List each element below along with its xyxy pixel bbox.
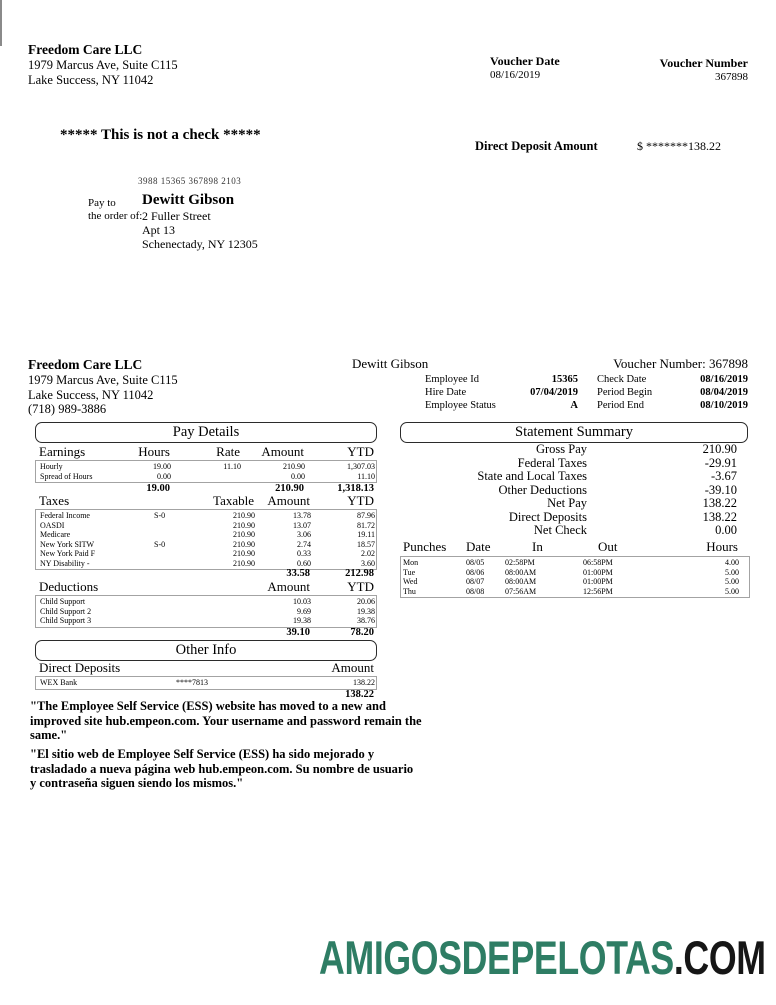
cell: 210.90 bbox=[233, 539, 255, 549]
punches-table bbox=[400, 556, 750, 598]
employee-info-column-1 bbox=[425, 373, 578, 412]
voucher-number-block bbox=[660, 56, 748, 83]
stub-voucher-number: Voucher Number: 367898 bbox=[613, 356, 748, 371]
taxes-total-ytd: 212.98 bbox=[345, 568, 374, 579]
logo-text-main: AMIGOSDEPELOTAS bbox=[319, 931, 675, 984]
earnings-total-hours: 19.00 bbox=[146, 483, 170, 494]
ess-notice-english: "The Employee Self Service (ESS) website has moved to a new and improved site hub.empeon.com. Your username and password remain the same." bbox=[30, 699, 422, 742]
col-header: In bbox=[532, 539, 543, 554]
summary-label: Net Check bbox=[533, 523, 587, 537]
cell bbox=[146, 559, 184, 569]
not-a-check-text: ***** This is not a check ***** bbox=[60, 127, 261, 143]
col-header: Direct Deposits bbox=[39, 660, 121, 675]
earnings-header-row bbox=[35, 445, 377, 459]
summary-row bbox=[400, 443, 748, 457]
cell bbox=[146, 549, 184, 559]
company-name: Freedom Care LLC bbox=[28, 42, 143, 57]
punches-header-row bbox=[403, 540, 741, 554]
info-label: Hire Date bbox=[425, 387, 467, 398]
summary-value: 138.22 bbox=[702, 496, 737, 510]
deductions-total-ytd: 78.20 bbox=[350, 627, 374, 638]
info-value: 08/16/2019 bbox=[700, 374, 748, 385]
site-watermark-logo bbox=[319, 930, 766, 985]
scan-artifact-line bbox=[0, 0, 2, 46]
earnings-total-amount: 210.90 bbox=[275, 483, 304, 494]
summary-row bbox=[400, 457, 748, 471]
cell: 10.03 bbox=[293, 597, 311, 606]
summary-value: 138.22 bbox=[702, 509, 737, 524]
cell: 18.57 bbox=[357, 539, 375, 549]
cell: 2.02 bbox=[361, 549, 375, 558]
col-header: Out bbox=[598, 539, 618, 554]
table-row bbox=[36, 472, 376, 482]
cell: New York Paid F bbox=[40, 549, 96, 558]
cell bbox=[175, 661, 295, 675]
info-value: 08/10/2019 bbox=[700, 400, 748, 411]
cell bbox=[146, 530, 184, 540]
employee-name: Dewitt Gibson bbox=[352, 356, 429, 371]
cell: 38.76 bbox=[357, 616, 375, 625]
pay-to-label bbox=[88, 197, 142, 222]
stub-company-name: Freedom Care LLC bbox=[28, 357, 143, 372]
cell bbox=[146, 521, 184, 531]
cell: 210.90 bbox=[233, 549, 255, 558]
deductions-header-row bbox=[35, 580, 377, 594]
summary-label: Direct Deposits bbox=[508, 509, 587, 524]
taxes-table bbox=[35, 509, 377, 570]
direct-deposits-table bbox=[35, 676, 377, 690]
col-header: Deductions bbox=[39, 579, 99, 594]
table-row bbox=[403, 568, 747, 578]
cell: 06:58PM bbox=[583, 558, 613, 567]
table-row bbox=[403, 587, 747, 597]
cell: 210.90 bbox=[233, 511, 255, 520]
statement-summary-header: Statement Summary bbox=[400, 422, 748, 443]
statement-summary-list bbox=[400, 443, 748, 538]
deposit-amount: 138.22 bbox=[353, 678, 375, 687]
table-row bbox=[36, 549, 376, 559]
stub-company-address2: Lake Success, NY 11042 bbox=[28, 387, 154, 402]
cell: Child Support bbox=[40, 597, 86, 606]
col-header: Amount bbox=[331, 660, 374, 675]
taxes-header-row bbox=[35, 494, 377, 508]
cell: NY Disability - bbox=[40, 558, 90, 568]
table-row bbox=[36, 521, 376, 531]
cell: 01:00PM bbox=[583, 567, 613, 577]
col-header: Taxes bbox=[39, 493, 70, 508]
summary-row bbox=[400, 511, 748, 525]
cell: 07:56AM bbox=[505, 586, 537, 596]
stub-company-address1: 1979 Marcus Ave, Suite C115 bbox=[28, 373, 178, 387]
cell: 3.06 bbox=[297, 530, 311, 539]
cell: 08/05 bbox=[466, 558, 485, 567]
cell: 12:56PM bbox=[583, 586, 613, 596]
info-label: Employee Status bbox=[425, 400, 496, 411]
summary-label: Federal Taxes bbox=[517, 455, 587, 470]
cell: Spread of Hours bbox=[40, 471, 93, 481]
direct-deposit-amount-label: Direct Deposit Amount bbox=[475, 139, 598, 153]
col-header: Hours bbox=[138, 444, 170, 459]
stub-company-block bbox=[28, 357, 178, 417]
payee-address-line3: Schenectady, NY 12305 bbox=[142, 237, 258, 251]
cell: 2.74 bbox=[297, 539, 311, 549]
cell: 1,307.03 bbox=[347, 462, 375, 471]
pay-to-line2: the order of: bbox=[88, 209, 143, 222]
pay-details-header: Pay Details bbox=[35, 422, 377, 443]
voucher-number-value: 367898 bbox=[715, 71, 748, 83]
cell: S-0 bbox=[154, 511, 166, 520]
payee-block bbox=[142, 192, 258, 251]
check-reference-numbers: 3988 15365 367898 2103 bbox=[138, 176, 242, 186]
cell: Wed bbox=[403, 577, 418, 586]
account-number-masked: ****7813 bbox=[176, 678, 208, 687]
cell: 210.90 bbox=[283, 462, 305, 471]
table-row bbox=[36, 462, 376, 472]
voucher-date-block bbox=[490, 54, 560, 81]
info-value: 08/04/2019 bbox=[700, 387, 748, 398]
summary-row bbox=[400, 524, 748, 538]
cell bbox=[174, 472, 244, 482]
cell: 13.07 bbox=[293, 520, 311, 530]
summary-value: -29.91 bbox=[704, 455, 737, 470]
info-value: 15365 bbox=[551, 374, 578, 385]
cell: 19.38 bbox=[357, 606, 375, 616]
table-row bbox=[36, 511, 376, 521]
info-label: Period End bbox=[597, 400, 644, 411]
voucher-number-label: Voucher Number bbox=[659, 56, 748, 70]
cell: 01:00PM bbox=[583, 577, 613, 586]
cell: 3.60 bbox=[361, 558, 375, 568]
col-header: Date bbox=[466, 539, 491, 554]
col-header: YTD bbox=[347, 579, 374, 594]
cell: 81.72 bbox=[357, 520, 375, 530]
cell: 87.96 bbox=[357, 511, 375, 520]
table-row bbox=[36, 607, 376, 617]
direct-deposit-amount-value: $ *******138.22 bbox=[637, 139, 721, 153]
cell: Hourly bbox=[40, 462, 63, 471]
info-value: 07/04/2019 bbox=[530, 387, 578, 398]
earnings-table bbox=[35, 460, 377, 483]
table-row bbox=[36, 559, 376, 569]
table-row bbox=[36, 678, 376, 688]
summary-value: -3.67 bbox=[710, 469, 737, 483]
col-header: Earnings bbox=[39, 444, 86, 459]
cell: 08:00AM bbox=[505, 567, 537, 577]
col-header: Taxable bbox=[213, 493, 254, 508]
cell bbox=[35, 627, 235, 639]
cell: 5.00 bbox=[725, 567, 739, 577]
cell: Thu bbox=[403, 586, 416, 596]
info-row bbox=[425, 399, 578, 412]
bank-name: WEX Bank bbox=[40, 678, 78, 687]
info-label: Check Date bbox=[597, 374, 647, 385]
stub-company-phone: (718) 989-3886 bbox=[28, 402, 107, 416]
cell: 19.11 bbox=[357, 530, 375, 539]
cell: S-0 bbox=[154, 539, 166, 549]
cell: 4.00 bbox=[725, 558, 739, 567]
voucher-date-label: Voucher Date bbox=[490, 54, 560, 68]
cell: OASDI bbox=[40, 520, 65, 530]
summary-label: Net Pay bbox=[547, 496, 587, 510]
info-row bbox=[597, 386, 748, 399]
cell: 20.06 bbox=[357, 597, 375, 606]
summary-label: Gross Pay bbox=[535, 442, 587, 456]
voucher-date-value: 08/16/2019 bbox=[490, 69, 541, 81]
cell: 5.00 bbox=[725, 586, 739, 596]
payee-address-line1: 2 Fuller Street bbox=[142, 209, 211, 223]
table-row bbox=[403, 577, 747, 587]
info-row bbox=[597, 373, 748, 386]
logo-text-suffix: .COM bbox=[674, 931, 766, 984]
cell: 210.90 bbox=[233, 520, 255, 530]
summary-row bbox=[400, 470, 748, 484]
col-header: YTD bbox=[347, 444, 374, 459]
cell: Child Support 3 bbox=[40, 616, 92, 625]
cell: 11.10 bbox=[223, 462, 241, 471]
info-label: Period Begin bbox=[597, 387, 653, 398]
direct-deposits-header-row bbox=[35, 661, 377, 675]
cell: 5.00 bbox=[725, 577, 739, 586]
cell: Mon bbox=[403, 558, 419, 567]
summary-label: Other Deductions bbox=[498, 482, 587, 497]
info-row bbox=[425, 373, 578, 386]
summary-row bbox=[400, 497, 748, 511]
cell: 11.10 bbox=[357, 471, 375, 481]
cell: 08/08 bbox=[466, 586, 485, 596]
cell: 210.90 bbox=[233, 530, 255, 539]
cell bbox=[183, 568, 257, 580]
col-header: Amount bbox=[261, 444, 304, 459]
cell: 210.90 bbox=[233, 558, 255, 568]
info-label: Employee Id bbox=[425, 374, 479, 385]
cell: Federal Income bbox=[40, 511, 90, 520]
col-header: Amount bbox=[267, 579, 310, 594]
cell: 13.78 bbox=[293, 511, 311, 520]
table-row bbox=[403, 558, 747, 568]
table-row bbox=[36, 597, 376, 607]
summary-value: 0.00 bbox=[715, 523, 737, 537]
deductions-totals-row bbox=[35, 627, 377, 639]
deductions-total-amount: 39.10 bbox=[286, 627, 310, 638]
employee-info-column-2 bbox=[597, 373, 748, 412]
check-company-block bbox=[28, 42, 178, 87]
col-header: Amount bbox=[267, 493, 310, 508]
cell: Medicare bbox=[40, 530, 71, 539]
info-value: A bbox=[570, 400, 578, 411]
earnings-total-ytd: 1,318.13 bbox=[337, 483, 374, 494]
cell: 08/07 bbox=[466, 577, 485, 586]
ess-notice-spanish: "El sitio web de Employee Self Service (ESS) ha sido mejorado y trasladado a nueva página web hub.empeon.com. Su nombre de usuario y contraseña siguen siendo los mismos." bbox=[30, 747, 414, 790]
table-row bbox=[36, 616, 376, 626]
cell bbox=[145, 494, 183, 508]
cell: Tue bbox=[403, 567, 416, 577]
col-header: YTD bbox=[347, 493, 374, 508]
cell: 0.33 bbox=[297, 549, 311, 558]
col-header: Punches bbox=[403, 539, 447, 554]
other-info-header: Other Info bbox=[35, 640, 377, 661]
cell: 08/06 bbox=[466, 567, 485, 577]
cell: 08:00AM bbox=[505, 577, 537, 586]
taxes-total-amount: 33.58 bbox=[286, 568, 310, 579]
info-row bbox=[425, 386, 578, 399]
summary-row bbox=[400, 484, 748, 498]
info-row bbox=[597, 399, 748, 412]
summary-label: State and Local Taxes bbox=[477, 469, 587, 483]
cell: 02:58PM bbox=[505, 558, 535, 567]
summary-value: -39.10 bbox=[704, 482, 737, 497]
deductions-table bbox=[35, 595, 377, 628]
table-row bbox=[36, 540, 376, 550]
cell: 9.69 bbox=[297, 606, 311, 616]
company-address-line2: Lake Success, NY 11042 bbox=[28, 72, 154, 87]
payee-name: Dewitt Gibson bbox=[142, 192, 235, 208]
col-header: Hours bbox=[706, 539, 738, 554]
cell: 19.00 bbox=[153, 462, 171, 471]
cell: Child Support 2 bbox=[40, 606, 92, 616]
pay-to-line1: Pay to bbox=[88, 197, 116, 209]
cell: 0.60 bbox=[297, 558, 311, 568]
cell: New York SITW bbox=[40, 539, 94, 549]
cell: 19.38 bbox=[293, 616, 311, 625]
cell: 0.00 bbox=[291, 471, 305, 481]
table-row bbox=[36, 530, 376, 540]
col-header: Rate bbox=[216, 444, 240, 459]
cell: 0.00 bbox=[157, 471, 171, 481]
deposit-total-value: 138.22 bbox=[345, 689, 374, 700]
summary-value: 210.90 bbox=[702, 442, 737, 456]
payee-address-line2: Apt 13 bbox=[142, 223, 175, 237]
company-address-line1: 1979 Marcus Ave, Suite C115 bbox=[28, 58, 178, 72]
cell bbox=[145, 568, 183, 580]
